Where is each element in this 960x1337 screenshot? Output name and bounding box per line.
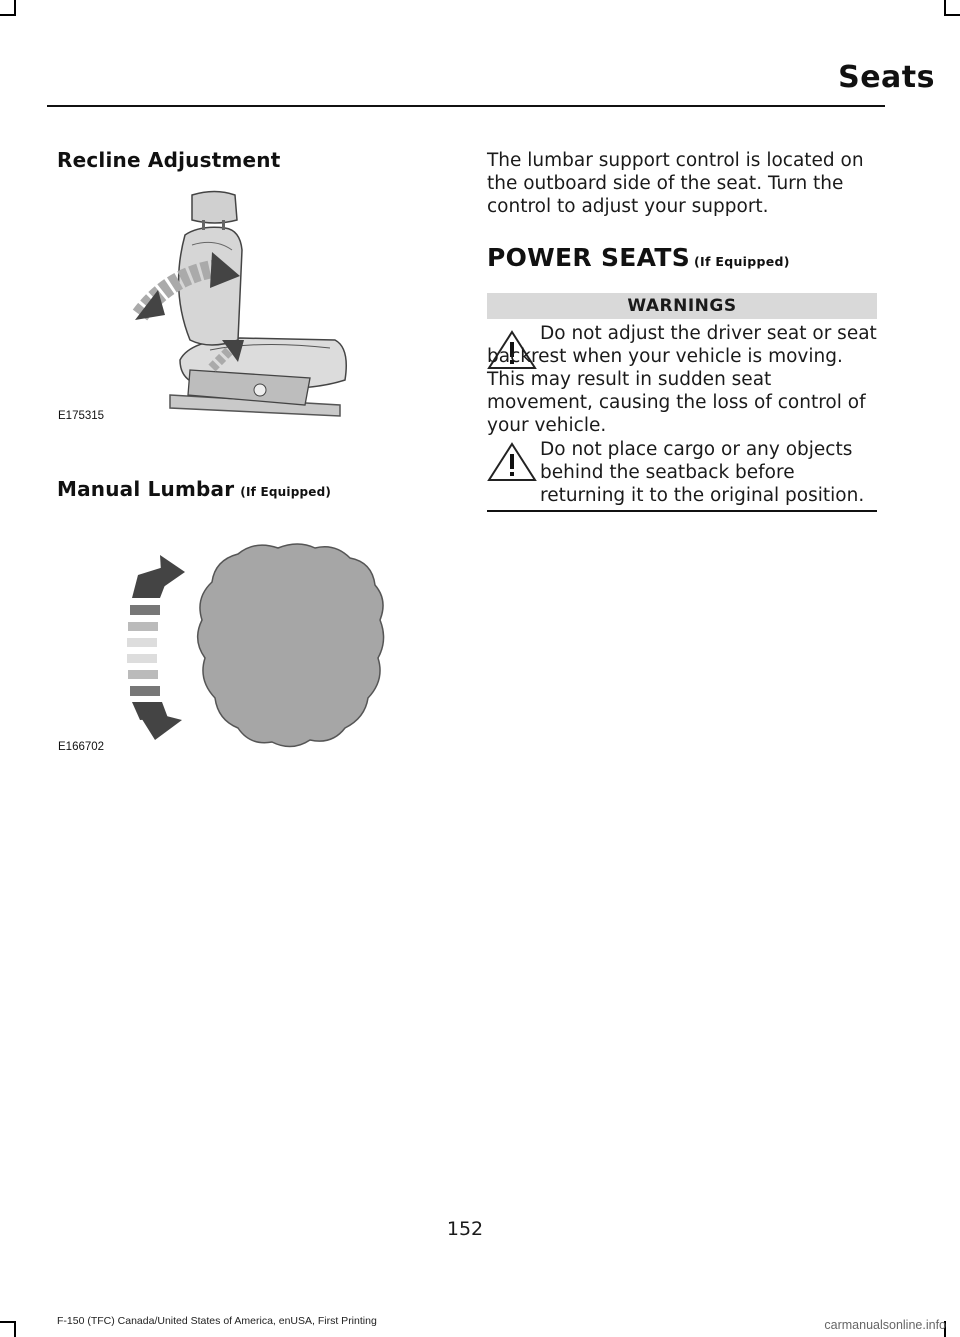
warning-triangle-icon <box>487 442 537 482</box>
figure-code-recline: E175315 <box>58 410 105 422</box>
page-title: Seats <box>838 60 935 95</box>
warnings-header: WARNINGS <box>487 293 877 319</box>
crop-mark <box>944 14 960 16</box>
lumbar-heading-text: Manual Lumbar <box>57 477 235 501</box>
crop-mark <box>0 14 16 16</box>
footer-doc-info: F-150 (TFC) Canada/United States of America, enUSA, First Printing <box>57 1315 377 1327</box>
lumbar-heading <box>57 477 331 501</box>
figure-code-lumbar: E166702 <box>58 741 105 753</box>
lumbar-knob-illustration <box>120 540 385 755</box>
lumbar-description: The lumbar support control is located on the outboard side of the seat. Turn the control to adjust your support. <box>487 150 864 217</box>
lumbar-heading-suffix: (If Equipped) <box>240 485 332 499</box>
power-seats-heading-suffix: (If Equipped) <box>694 254 790 269</box>
header-divider <box>47 105 885 107</box>
warnings-divider <box>487 510 877 512</box>
power-seats-heading-text: POWER SEATS <box>487 243 691 272</box>
warning-text-1: Do not adjust the driver seat or seat backrest when your vehicle is moving. This may result in sudden seat movement, causing the loss of control of your vehicle. <box>487 323 877 436</box>
crop-mark <box>14 1321 16 1337</box>
crop-mark <box>0 1321 16 1323</box>
recline-heading: Recline Adjustment <box>57 148 281 172</box>
power-seats-heading <box>487 243 790 272</box>
seat-recline-illustration <box>130 190 360 430</box>
watermark: carmanualsonline.info <box>824 1318 946 1332</box>
page-number: 152 <box>446 1218 484 1240</box>
warning-text-2: Do not place cargo or any objects behind the seatback before returning it to the original position. <box>540 439 865 506</box>
